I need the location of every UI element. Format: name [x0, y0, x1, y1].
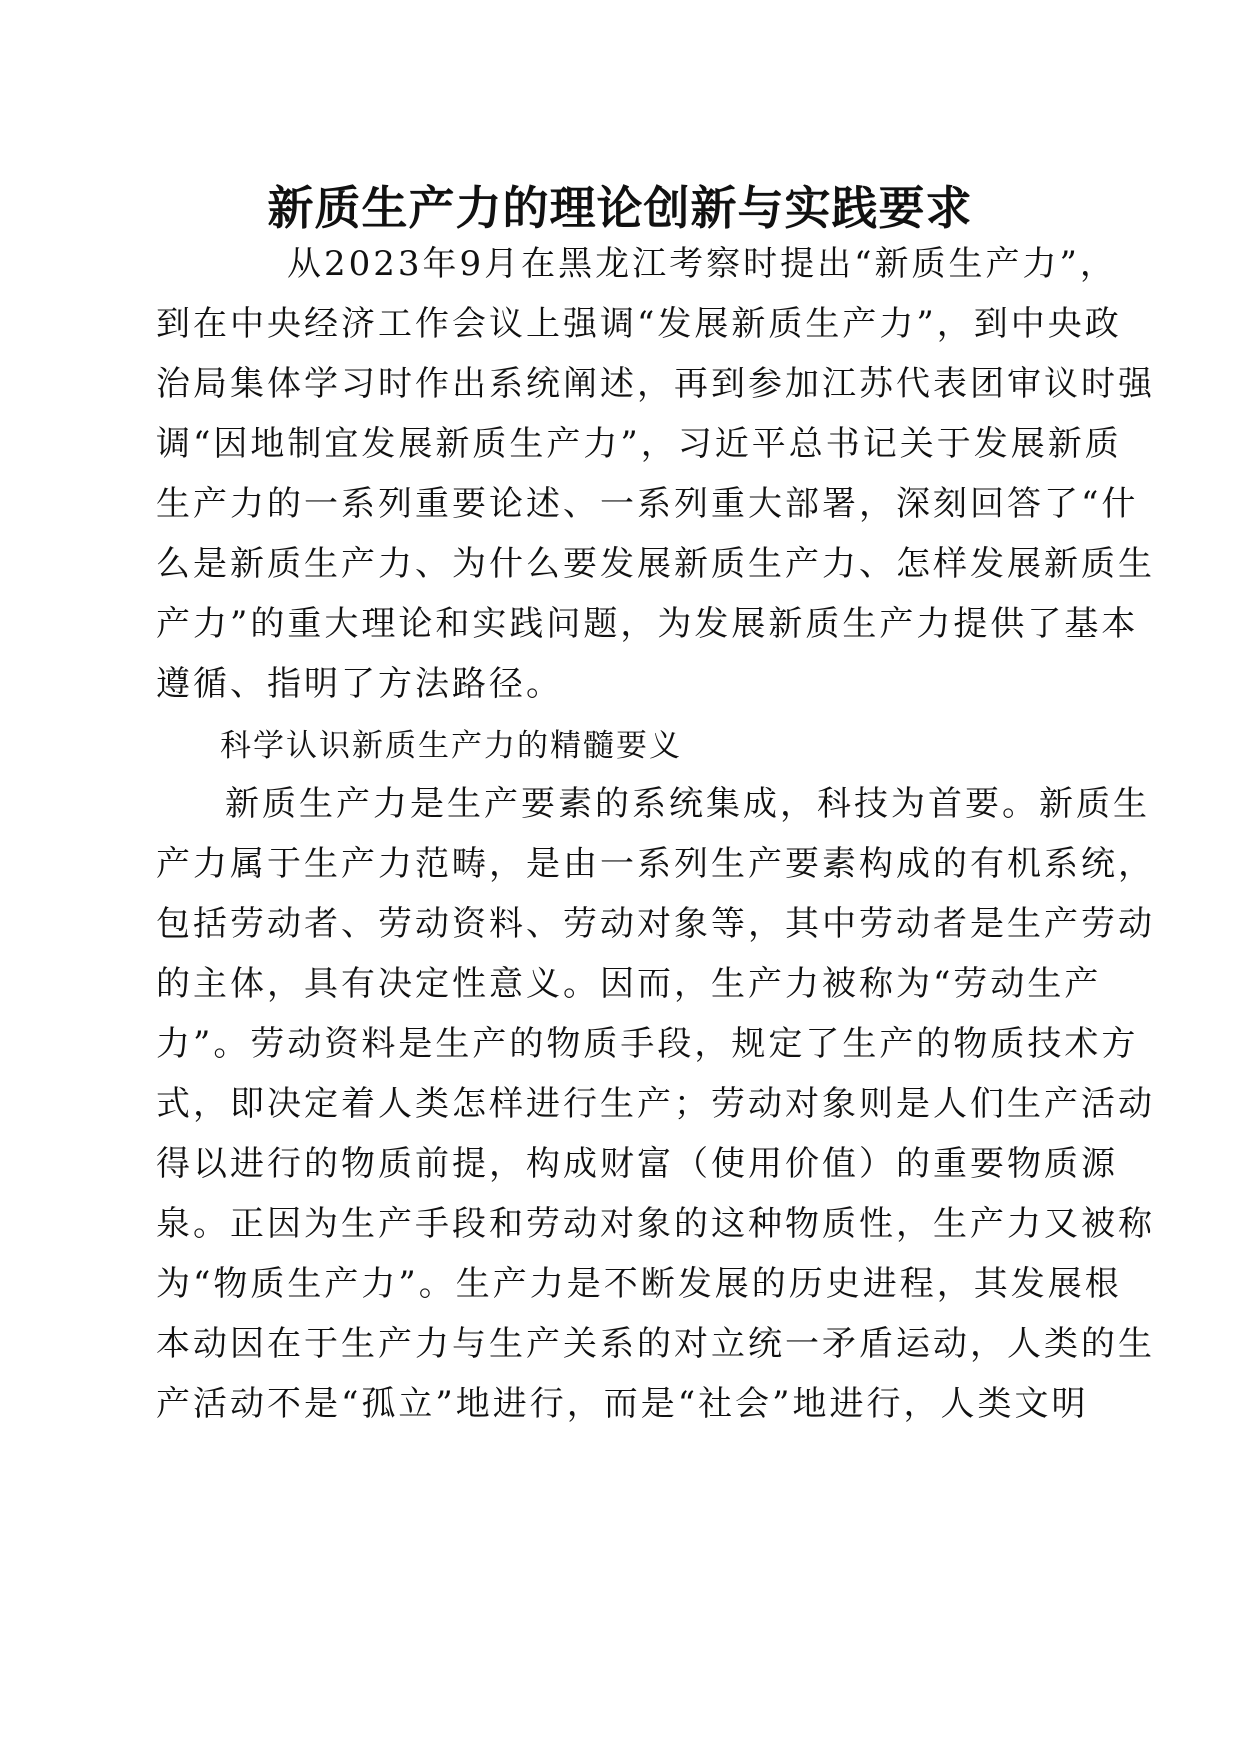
paragraph-line: 泉。正因为生产手段和劳动对象的这种物质性，生产力又被称 [156, 1204, 1155, 1244]
paragraph-line: 式，即决定着人类怎样进行生产；劳动对象则是人们生产活动 [156, 1084, 1155, 1124]
paragraph-line: 调“因地制宜发展新质生产力”，习近平总书记关于发展新质 [156, 424, 1122, 464]
paragraph-line: 治局集体学习时作出系统阐述，再到参加江苏代表团审议时强 [156, 364, 1155, 404]
paragraph-line: 包括劳动者、劳动资料、劳动对象等，其中劳动者是生产劳动 [156, 904, 1155, 944]
paragraph-line: 产力”的重大理论和实践问题，为发展新质生产力提供了基本 [156, 604, 1139, 644]
paragraph-line: 本动因在于生产力与生产关系的对立统一矛盾运动，人类的生 [156, 1324, 1155, 1364]
paragraph-line: 到在中央经济工作会议上强调“发展新质生产力”，到中央政 [156, 304, 1122, 344]
paragraph-line: 生产力的一系列重要论述、一系列重大部署，深刻回答了“什 [156, 484, 1139, 524]
paragraph-line: 力”。劳动资料是生产的物质手段，规定了生产的物质技术方 [156, 1024, 1139, 1064]
paragraph-line: 的主体，具有决定性意义。因而，生产力被称为“劳动生产 [156, 964, 1102, 1004]
paragraph-line: 得以进行的物质前提，构成财富（使用价值）的重要物质源 [156, 1144, 1118, 1184]
paragraph-line: 为“物质生产力”。生产力是不断发展的历史进程，其发展根 [156, 1264, 1122, 1304]
paragraph-line: 从2023年9月在黑龙江考察时提出“新质生产力”， [287, 244, 1117, 284]
paragraph-line: 么是新质生产力、为什么要发展新质生产力、怎样发展新质生 [156, 544, 1155, 584]
paragraph-line: 产活动不是“孤立”地进行，而是“社会”地进行，人类文明 [156, 1384, 1089, 1424]
paragraph-line: 产力属于生产力范畴，是由一系列生产要素构成的有机系统， [156, 844, 1155, 884]
section-heading: 科学认识新质生产力的精髓要义 [220, 728, 682, 764]
document-title: 新质生产力的理论创新与实践要求 [267, 181, 973, 235]
paragraph-line: 遵循、指明了方法路径。 [156, 664, 563, 704]
paragraph-line: 新质生产力是生产要素的系统集成，科技为首要。新质生 [225, 784, 1150, 824]
